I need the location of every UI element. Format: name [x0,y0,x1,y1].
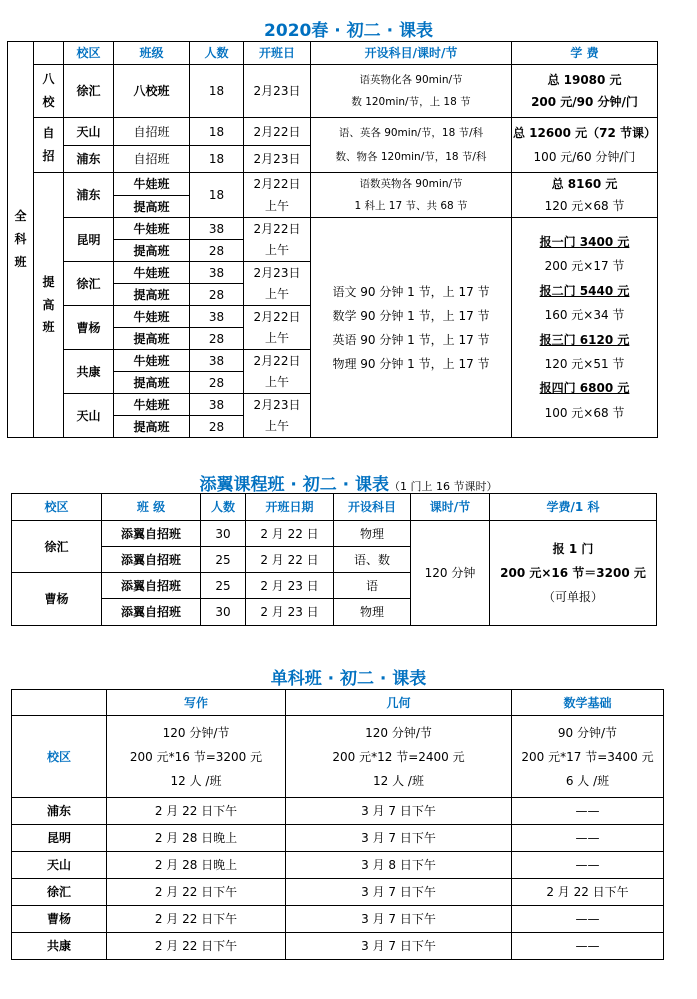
header-hours: 课时/节 [411,494,490,521]
header-campus: 校区 [12,494,102,521]
writing-cell: 2 月 22 日下午 [107,933,286,960]
class-cell: 提高班 [114,196,190,218]
category-tg: 提 高 班 [34,173,64,438]
header-subjects: 开设科目/课时/节 [311,42,512,65]
date-cell-sub: 上午 [244,372,311,394]
fee-cell: 总 12600 元（72 节课） 100 元/60 分钟/门 [512,118,658,173]
geometry-cell: 3 月 7 日下午 [286,798,512,825]
header-subjects: 开设科目 [334,494,411,521]
class-cell: 自招班 [114,146,190,173]
count-cell: 38 [190,306,244,328]
campus-cell: 徐汇 [12,521,102,573]
table-row [12,798,664,825]
header-campus: 校区 [64,42,114,65]
geometry-cell: 3 月 7 日下午 [286,933,512,960]
campus-cell: 共康 [12,933,107,960]
writing-cell: 2 月 22 日下午 [107,879,286,906]
table-row [12,825,664,852]
subject-cell: 物理 [334,599,411,626]
header-fee: 学 费 [512,42,658,65]
subject-cell: 语 [334,573,411,599]
campus-cell: 天山 [64,118,114,146]
math-cell: —— [512,852,664,879]
geometry-cell: 3 月 8 日下午 [286,852,512,879]
count-cell: 28 [190,372,244,394]
date-cell: 2 月 22 日 [246,521,334,547]
class-cell: 添翼自招班 [102,573,201,599]
count-cell: 18 [190,173,244,218]
fee-cell: 报一门 3400 元 200 元×17 节 报二门 5440 元 160 元×34 节 报三门 6120 元 120 元×51 节 报四门 6800 元 100 元×68 节 [512,218,658,438]
group-cell-full: 全 科 班 [8,42,34,438]
class-cell: 提高班 [114,328,190,350]
fee-cell: 总 8160 元 120 元×68 节 [512,173,658,218]
campus-cell: 曹杨 [12,906,107,933]
math-cell: —— [512,933,664,960]
date-cell: 2月22日 [244,306,311,328]
class-cell: 添翼自招班 [102,547,201,573]
class-cell: 牛娃班 [114,262,190,284]
geometry-cell: 3 月 7 日下午 [286,879,512,906]
subject-cell: 物理 [334,521,411,547]
header-fee: 学费/1 科 [490,494,657,521]
math-cell: 2 月 22 日下午 [512,879,664,906]
header-start-date: 开班日 [244,42,311,65]
campus-cell: 天山 [12,852,107,879]
class-cell: 自招班 [114,118,190,146]
single-subject-table [11,689,664,960]
writing-cell: 2 月 22 日下午 [107,906,286,933]
info-cell-geometry: 120 分钟/节 200 元*12 节=2400 元 12 人 /班 [286,716,512,798]
date-cell-sub: 上午 [244,240,311,262]
class-cell: 添翼自招班 [102,599,201,626]
writing-cell: 2 月 22 日下午 [107,798,286,825]
class-cell: 牛娃班 [114,394,190,416]
category-zz: 自 招 [34,118,64,173]
math-cell: —— [512,906,664,933]
date-cell-sub: 上午 [244,196,311,218]
math-cell: —— [512,825,664,852]
class-cell: 提高班 [114,240,190,262]
subjects-cell: 语文 90 分钟 1 节，上 17 节 数学 90 分钟 1 节，上 17 节 英语 90 分钟 1 节，上 17 节 物理 90 分钟 1 节，上 17 节 [311,218,512,438]
header-start-date: 开班日期 [246,494,334,521]
subjects-cell: 语数英物各 90min/节 1 科上 17 节、共 68 节 [311,173,512,218]
campus-cell: 昆明 [12,825,107,852]
table1-title: 2020春 · 初二 · 课表 [264,21,433,41]
header-geometry: 几何 [286,690,512,716]
table-row [12,716,664,798]
campus-cell: 天山 [64,394,114,438]
subjects-cell: 语、英各 90min/节，18 节/科 数、物各 120min/节，18 节/科 [311,118,512,173]
header-class: 班级 [114,42,190,65]
subject-cell: 语、数 [334,547,411,573]
info-cell-math: 90 分钟/节 200 元*17 节=3400 元 6 人 /班 [512,716,664,798]
subjects-cell: 语英物化各 90min/节 数 120min/节，上 18 节 [311,65,512,118]
class-cell: 牛娃班 [114,218,190,240]
table-row [8,218,658,240]
header-count: 人数 [190,42,244,65]
header-class: 班 级 [102,494,201,521]
class-cell: 牛娃班 [114,306,190,328]
date-cell: 2月22日 [244,173,311,196]
date-cell-sub: 上午 [244,328,311,350]
table-row [12,879,664,906]
count-cell: 18 [190,118,244,146]
date-cell: 2月22日 [244,118,311,146]
count-cell: 28 [190,240,244,262]
count-cell: 28 [190,416,244,438]
table-row [8,173,658,196]
class-cell: 牛娃班 [114,173,190,196]
writing-cell: 2 月 28 日晚上 [107,825,286,852]
count-cell: 38 [190,262,244,284]
date-cell: 2月22日 [244,350,311,372]
fee-cell: 总 19080 元 200 元/90 分钟/门 [512,65,658,118]
count-cell: 30 [201,521,246,547]
date-cell: 2月22日 [244,218,311,240]
table-row [12,852,664,879]
math-cell: —— [512,798,664,825]
count-cell: 30 [201,599,246,626]
header-blank [34,42,64,65]
date-cell: 2月23日 [244,394,311,416]
table-row [12,933,664,960]
campus-cell: 浦东 [64,146,114,173]
class-cell: 八校班 [114,65,190,118]
hours-cell: 120 分钟 [411,521,490,626]
campus-cell: 徐汇 [12,879,107,906]
table2-title: 添翼课程班 · 初二 · 课表（1 门上 16 节课时） [199,475,498,495]
count-cell: 25 [201,547,246,573]
date-cell: 2月23日 [244,65,311,118]
campus-cell: 徐汇 [64,65,114,118]
full-subject-table [7,41,658,438]
date-cell: 2月23日 [244,262,311,284]
count-cell: 38 [190,350,244,372]
date-cell-sub: 上午 [244,284,311,306]
table-row [12,521,657,547]
campus-cell: 曹杨 [64,306,114,350]
date-cell: 2 月 23 日 [246,599,334,626]
count-cell: 28 [190,328,244,350]
count-cell: 18 [190,146,244,173]
campus-label: 校区 [12,716,107,798]
class-cell: 添翼自招班 [102,521,201,547]
campus-cell: 浦东 [12,798,107,825]
tianyi-table [11,493,657,626]
date-cell-sub: 上午 [244,416,311,438]
header-math-basics: 数学基础 [512,690,664,716]
count-cell: 18 [190,65,244,118]
class-cell: 提高班 [114,284,190,306]
table-row [8,118,658,146]
count-cell: 28 [190,284,244,306]
date-cell: 2 月 22 日 [246,547,334,573]
header-writing: 写作 [107,690,286,716]
class-cell: 提高班 [114,372,190,394]
campus-cell: 浦东 [64,173,114,218]
date-cell: 2 月 23 日 [246,573,334,599]
table-row [8,65,658,118]
campus-cell: 曹杨 [12,573,102,626]
count-cell: 38 [190,218,244,240]
count-cell: 38 [190,394,244,416]
geometry-cell: 3 月 7 日下午 [286,906,512,933]
class-cell: 牛娃班 [114,350,190,372]
geometry-cell: 3 月 7 日下午 [286,825,512,852]
header-count: 人数 [201,494,246,521]
table-row [12,906,664,933]
class-cell: 提高班 [114,416,190,438]
campus-cell: 徐汇 [64,262,114,306]
count-cell: 25 [201,573,246,599]
table3-title: 单科班 · 初二 · 课表 [270,669,427,689]
header-blank [12,690,107,716]
date-cell: 2月23日 [244,146,311,173]
writing-cell: 2 月 28 日晚上 [107,852,286,879]
campus-cell: 共康 [64,350,114,394]
info-cell-writing: 120 分钟/节 200 元*16 节=3200 元 12 人 /班 [107,716,286,798]
category-bx: 八 校 [34,65,64,118]
campus-cell: 昆明 [64,218,114,262]
fee-cell: 报 1 门 200 元×16 节＝3200 元 （可单报） [490,521,657,626]
